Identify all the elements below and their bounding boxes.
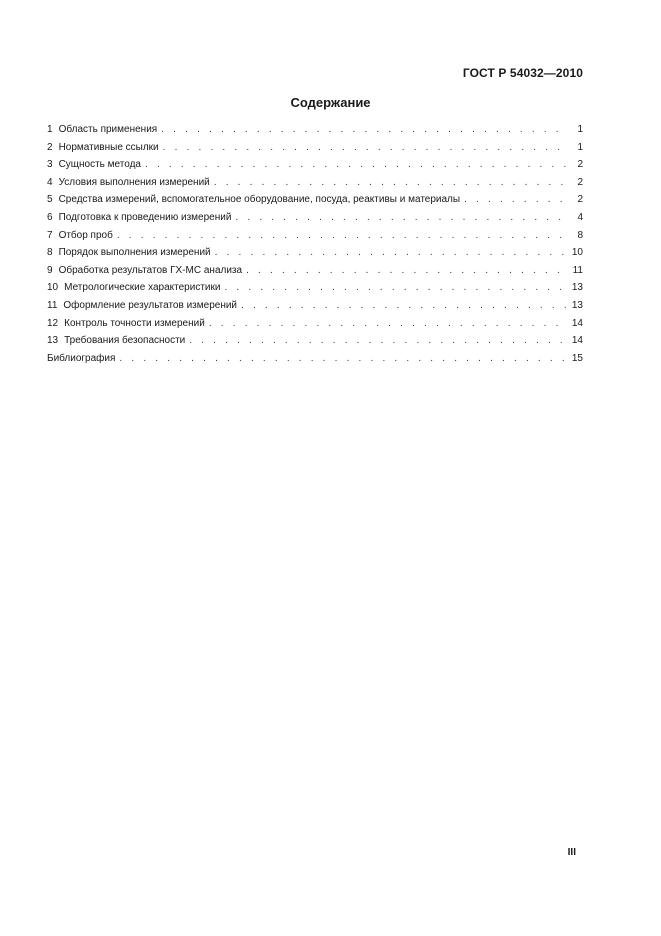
toc-dot-leader — [161, 121, 567, 139]
toc-entry-label: Требования безопасности — [64, 335, 186, 347]
toc-entry-bibliography[interactable] — [47, 350, 583, 368]
toc-entry-label: Оформление результатов измерений — [63, 299, 238, 311]
toc-entry-page: 2 — [577, 176, 583, 188]
toc-dot-leader — [246, 262, 567, 280]
toc-dot-leader — [214, 174, 567, 192]
toc-entry-label: Область применения — [58, 124, 158, 135]
document-code: ГОСТ Р 54032—2010 — [462, 66, 583, 80]
toc-entry-label: Подготовка к проведению измерений — [58, 211, 232, 223]
toc-entry-page: 1 — [577, 124, 583, 135]
toc-entry-number: 8 — [47, 247, 53, 259]
toc-entry-number: 7 — [47, 229, 53, 241]
toc-entry-number: 11 — [47, 299, 58, 311]
toc-entry-label: Условия выполнения измерений — [58, 176, 210, 188]
toc-entry-page: 15 — [571, 352, 583, 364]
toc-entry[interactable] — [47, 174, 583, 192]
toc-dot-leader — [119, 350, 567, 368]
toc-entry-page: 2 — [577, 194, 583, 206]
toc-entry-page: 14 — [571, 317, 583, 329]
toc-dot-leader — [163, 139, 567, 157]
toc-entry-number: 4 — [47, 176, 53, 188]
toc-dot-leader — [215, 244, 567, 262]
toc-entry-page: 2 — [577, 159, 583, 171]
toc-entry[interactable] — [47, 262, 583, 280]
toc-entry[interactable] — [47, 332, 583, 350]
toc-dot-leader — [189, 332, 567, 350]
toc-entry[interactable] — [47, 191, 583, 209]
toc-entry[interactable] — [47, 156, 583, 174]
toc-entry[interactable] — [47, 279, 583, 297]
toc-entry[interactable] — [47, 227, 583, 245]
toc-entry-label: Отбор проб — [58, 229, 113, 241]
toc-entry-number: 5 — [47, 194, 53, 206]
toc-entry-label: Контроль точности измерений — [64, 317, 205, 329]
toc-entry[interactable] — [47, 244, 583, 262]
toc-entry[interactable] — [47, 315, 583, 333]
page-number: III — [567, 847, 576, 858]
toc-title: Содержание — [290, 95, 371, 110]
toc-entry[interactable] — [47, 209, 583, 227]
toc-entry-label: Обработка результатов ГХ-МС анализа — [58, 264, 243, 276]
toc-entry-page: 11 — [572, 264, 583, 276]
toc-dot-leader — [117, 227, 567, 245]
toc-entry-label: Сущность метода — [58, 159, 141, 171]
toc-entry-page: 1 — [577, 141, 583, 153]
toc-entry-page: 10 — [571, 247, 583, 259]
toc-entry-number: 12 — [47, 317, 59, 329]
toc-dot-leader — [241, 297, 567, 315]
toc-entry-page: 8 — [577, 229, 583, 241]
toc-entry-label: Нормативные ссылки — [58, 141, 159, 153]
toc-dot-leader — [145, 156, 567, 174]
toc-dot-leader — [209, 315, 567, 333]
toc-entry-number: 1 — [47, 124, 53, 135]
toc-dot-leader — [224, 279, 567, 297]
toc-entry[interactable] — [47, 139, 583, 157]
table-of-contents — [47, 121, 583, 367]
toc-entry-number: 2 — [47, 141, 53, 153]
toc-entry-label: Средства измерений, вспомогательное оборудование, посуда, реактивы и материалы — [58, 194, 461, 206]
toc-entry-number: 13 — [47, 335, 59, 347]
toc-entry[interactable] — [47, 297, 583, 315]
toc-entry-label: Порядок выполнения измерений — [58, 247, 211, 259]
toc-entry-label: Метрологические характеристики — [64, 282, 221, 294]
toc-entry-page: 14 — [571, 335, 583, 347]
toc-dot-leader — [464, 191, 567, 209]
toc-entry-number: 10 — [47, 282, 59, 294]
toc-dot-leader — [235, 209, 567, 227]
toc-entry[interactable] — [47, 121, 583, 139]
toc-entry-label: Библиография — [47, 352, 116, 364]
toc-entry-page: 13 — [571, 299, 583, 311]
toc-entry-page: 4 — [577, 211, 583, 223]
toc-entry-page: 13 — [571, 282, 583, 294]
toc-entry-number: 3 — [47, 159, 53, 171]
toc-entry-number: 6 — [47, 211, 53, 223]
toc-entry-number: 9 — [47, 264, 53, 276]
